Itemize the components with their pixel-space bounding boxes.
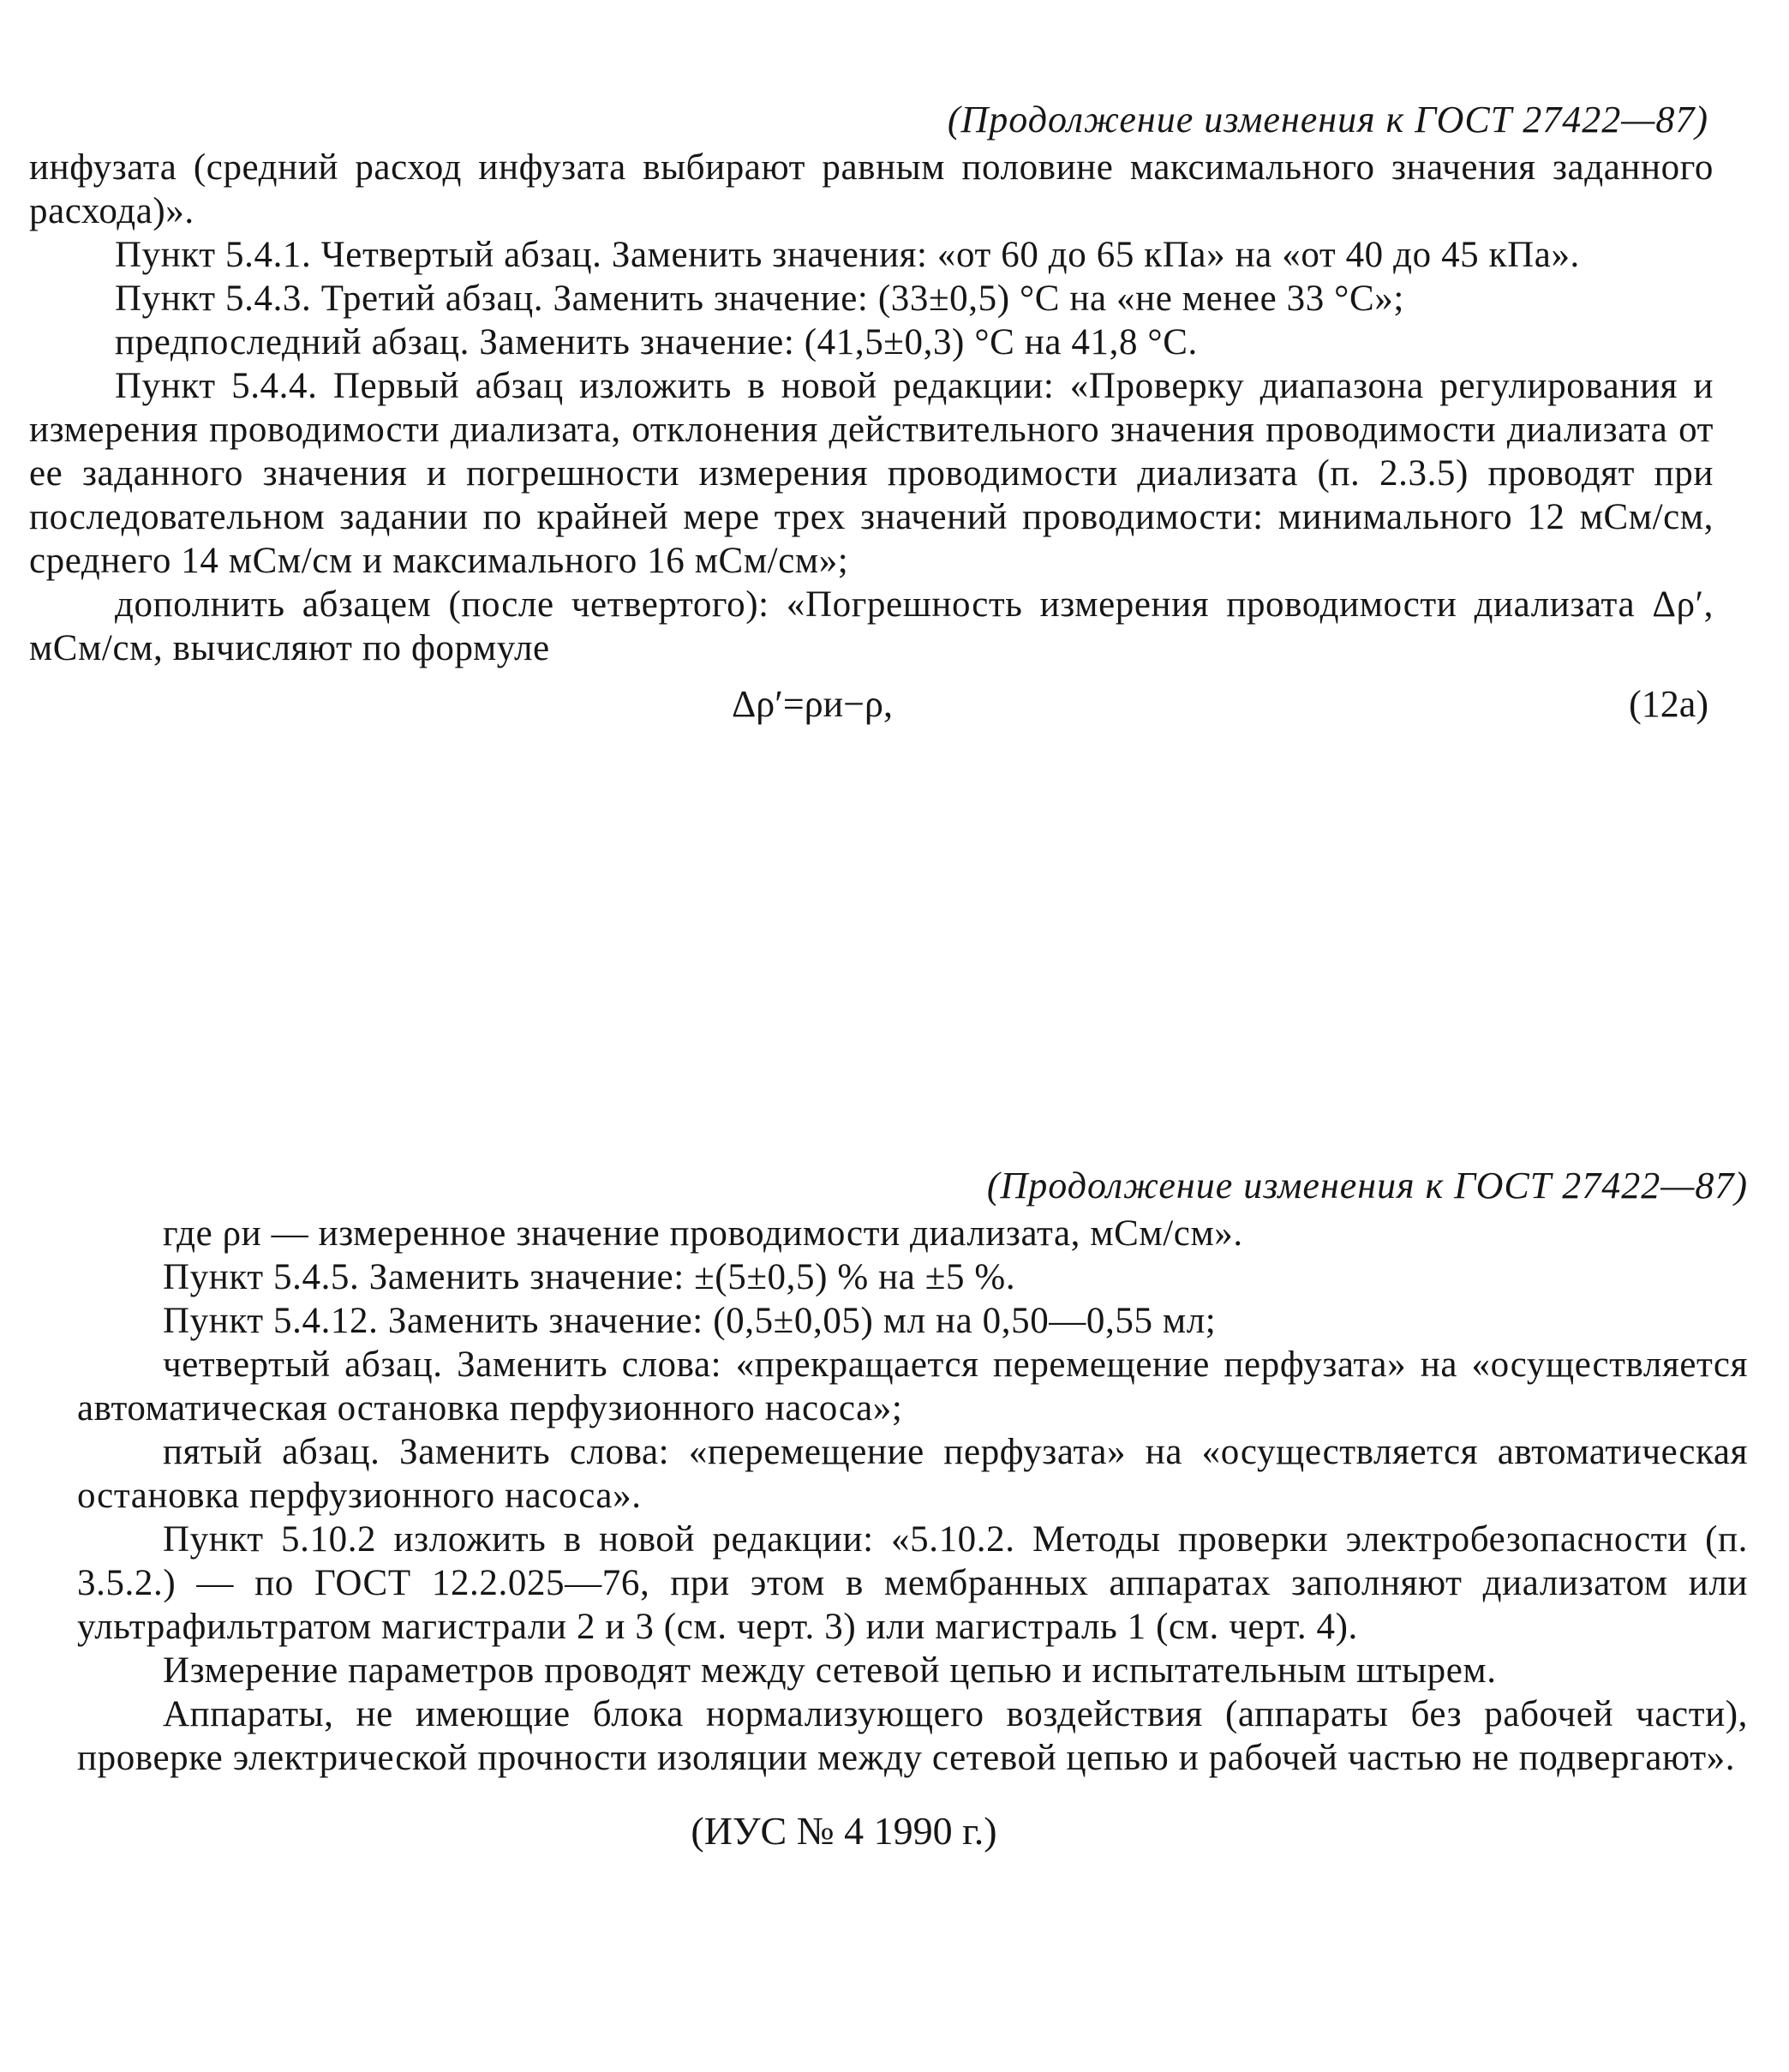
page-top [29,0,1714,925]
paragraph: где ρи — измеренное значение проводимости диализата, мСм/см». [163,1213,1243,1254]
paragraph: пятый абзац. Заменить слова: «перемещение перфузата» на «осуществляется автоматическая остановка перфузионного насоса». [77,1432,1748,1516]
paragraph: Измерение параметров проводят между сетевой цепью и испытательным штырем. [163,1650,1497,1691]
paragraph: четвертый абзац. Заменить слова: «прекращается перемещение перфузата» на «осуществляется автоматическая остановка перфузионного насоса»; [77,1344,1748,1428]
paragraph: Пункт 5.4.3. Третий абзац. Заменить значение: (33±0,5) °С на «не менее 33 °С»; [115,278,1404,319]
paragraph: Пункт 5.4.4. Первый абзац изложить в новой редакции: «Проверку диапазона регулирования и измерения проводимости диализата, отклонения действительного значения проводимости диализата от ее заданного значения и погрешности измерения проводимости диализата (п. 2.3.5) проводят при последовательном задании по крайней мере трех значений проводимости: минимального 12 мСм/см, среднего 14 мСм/см и максимального 16 мСм/см»; [29,366,1714,581]
issue-reference: (ИУС № 4 1990 г.) [691,1809,997,1853]
paragraph: предпоследний абзац. Заменить значение: (41,5±0,3) °С на 41,8 °С. [115,322,1198,362]
paragraph: Пункт 5.4.1. Четвертый абзац. Заменить значения: «от 60 до 65 кПа» на «от 40 до 45 кПа». [115,235,1580,275]
body-text [29,146,1714,670]
paragraph: инфузата (средний расход инфузата выбирают равным половине максимального значения заданного расхода)». [29,147,1714,231]
paragraph: Аппараты, не имеющие блока нормализующего воздействия (аппараты без рабочей части), проверке электрической прочности изоляции между сетевой цепью и рабочей частью не подвергают». [77,1694,1748,1778]
formula: Δρ′=ρи−ρ, [732,683,893,725]
formula-number: (12a) [1629,683,1708,725]
paragraph: Пункт 5.4.5. Заменить значение: ±(5±0,5) % на ±5 %. [163,1257,1016,1297]
body-text [77,1212,1748,1780]
page-bottom [77,1114,1748,2057]
running-header: (Продолжение изменения к ГОСТ 27422—87) [986,1165,1748,1207]
formula-row [29,675,1714,744]
running-header: (Продолжение изменения к ГОСТ 27422—87) [947,99,1708,141]
paragraph: Пункт 5.10.2 изложить в новой редакции: «5.10.2. Методы проверки электробезопасности (п. 3.5.2.) — по ГОСТ 12.2.025—76, при этом в мембранных аппаратах заполняют диализатом или ультрафильтратом магистрали 2 и 3 (см. черт. 3) или магистраль 1 (см. черт. 4). [77,1519,1748,1647]
paragraph: Пункт 5.4.12. Заменить значение: (0,5±0,05) мл на 0,50—0,55 мл; [163,1301,1217,1341]
paragraph: дополнить абзацем (после четвертого): «Погрешность измерения проводимости диализата Δρ′, мСм/см, вычисляют по формуле [29,584,1714,668]
